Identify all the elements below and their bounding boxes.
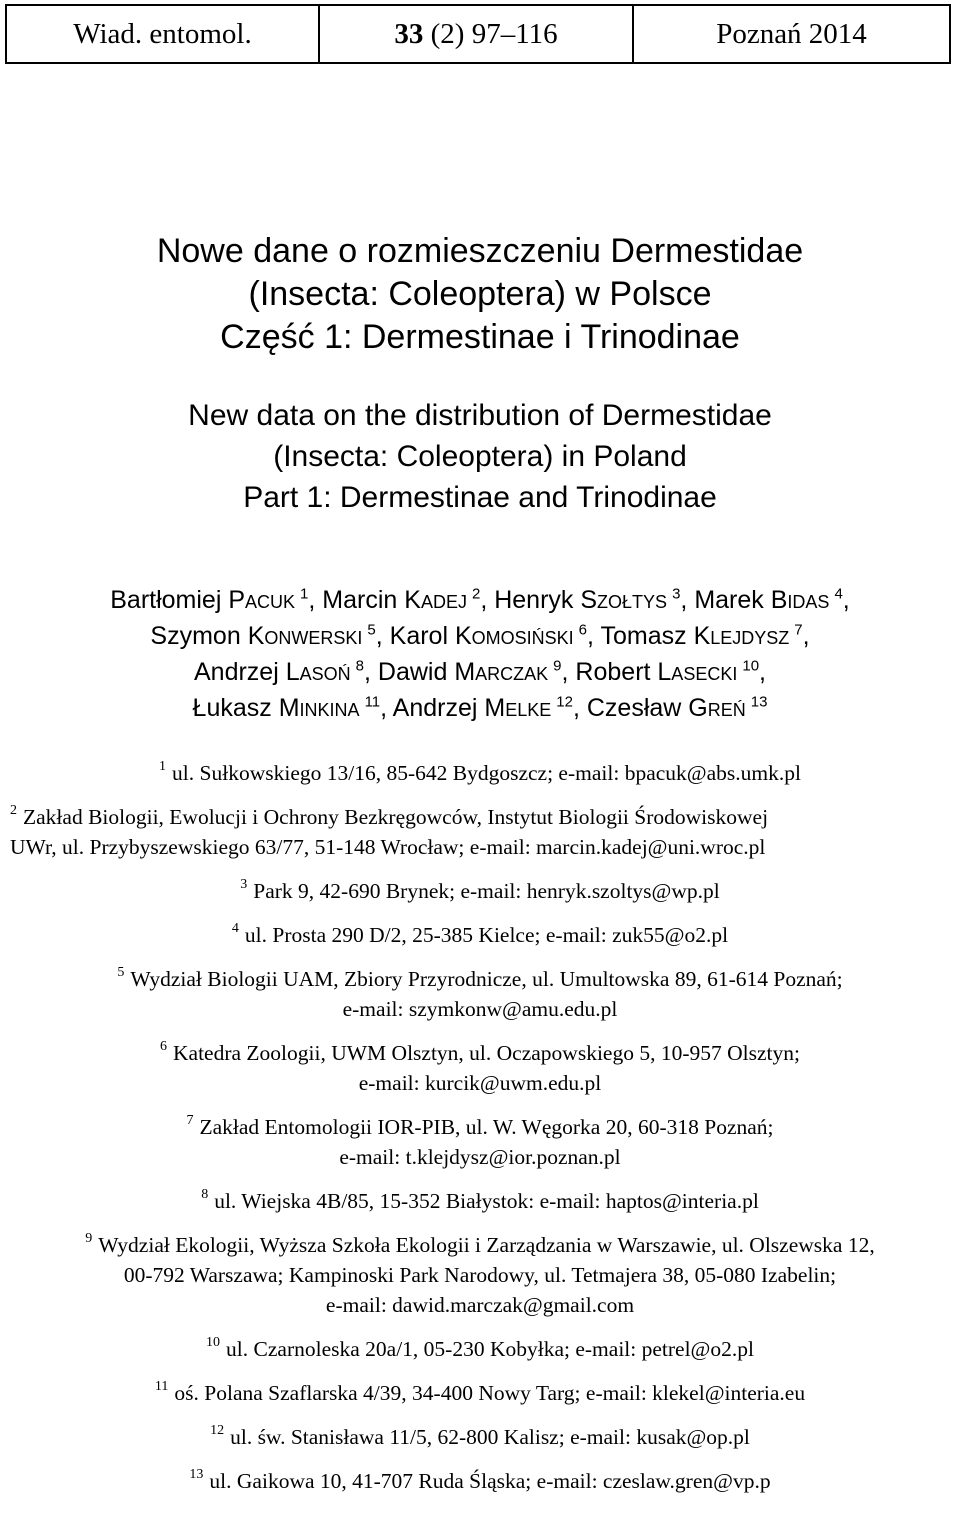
- affiliation-number: 12: [210, 1423, 225, 1438]
- title-pl-line-2: (Insecta: Coleoptera) w Polsce: [248, 275, 712, 313]
- affiliation-line: [0, 958, 960, 994]
- author-first-name: Andrzej: [193, 658, 286, 686]
- author: [390, 622, 587, 650]
- title-en-line-1: New data on the distribution of Dermestidae: [188, 399, 772, 432]
- author: [322, 586, 480, 614]
- affiliation: [0, 752, 960, 788]
- affiliation-text: Park 9, 42-690 Brynek; e-mail: henryk.szoltys@wp.pl: [253, 879, 720, 903]
- author-last-name: Kadej: [404, 586, 467, 614]
- affiliation: [0, 1372, 960, 1408]
- author-last-name: Lasoń: [285, 658, 351, 686]
- journal-name: [7, 6, 320, 62]
- title-pl-line-1: Nowe dane o rozmieszczeniu Dermestidae: [156, 232, 804, 270]
- affiliation: [0, 1224, 960, 1320]
- author-last-name: Pacuk: [228, 586, 296, 614]
- author-last-name: Lasecki: [657, 658, 738, 686]
- author-line: Szymon Konwerski $^5$, Karol Komosiński $^6$, Tomasz Klejdysz $^7$,: [150, 621, 810, 650]
- affiliation-line: [0, 1068, 960, 1098]
- author-affiliation-number: 9: [553, 657, 562, 675]
- affiliation-number: 13: [189, 1467, 204, 1482]
- author: [193, 694, 381, 722]
- author-last-name: Greń: [688, 694, 746, 722]
- affiliation-line: [0, 1260, 960, 1290]
- affiliation-number: 11: [154, 1379, 169, 1394]
- volume-number: 33: [394, 17, 424, 50]
- author-first-name: Łukasz: [192, 694, 279, 722]
- author-first-name: Marcin: [322, 586, 405, 614]
- issue-pages: (2) 97–116: [423, 17, 558, 50]
- author-affiliation-number: 12: [556, 693, 573, 711]
- author: [150, 622, 375, 650]
- affiliation-text: ul. Sułkowskiego 13/16, 85-642 Bydgoszcz; e-mail: bpacuk@abs.umk.pl: [172, 761, 801, 785]
- affiliation: [0, 796, 960, 862]
- author-affiliation-number: 11: [364, 693, 381, 711]
- affiliation-text: e-mail: t.klejdysz@ior.poznan.pl: [339, 1145, 621, 1169]
- affiliation-number: 4: [231, 921, 239, 936]
- author-affiliation-number: 5: [367, 621, 376, 639]
- affiliation-text: Wydział Ekologii, Wyższa Szkoła Ekologii i Zarządzania w Warszawie, ul. Olszewska 12,: [98, 1233, 875, 1257]
- affiliation-text: ul. św. Stanisława 11/5, 62-800 Kalisz; e-mail: kusak@op.pl: [230, 1425, 750, 1449]
- journal-name-text: Wiad. entomol.: [73, 17, 252, 50]
- affiliation-text: e-mail: kurcik@uwm.edu.pl: [358, 1071, 602, 1095]
- affiliation-number: 7: [186, 1113, 194, 1128]
- author-first-name: Henryk: [494, 586, 581, 614]
- affiliation: [0, 1416, 960, 1452]
- author-first-name: Karol: [389, 622, 455, 650]
- affiliation-text: ul. Wiejska 4B/85, 15-352 Białystok: e-mail: haptos@interia.pl: [214, 1189, 759, 1213]
- affiliation-number: 1: [159, 759, 167, 774]
- author: [600, 622, 802, 650]
- author: [194, 658, 364, 686]
- journal-header: [5, 4, 951, 64]
- affiliation: [0, 1106, 960, 1172]
- affiliation: [0, 1328, 960, 1364]
- author: [378, 658, 562, 686]
- affiliation-line: [0, 1328, 960, 1364]
- affiliation-number: 9: [85, 1231, 93, 1246]
- author-affiliation-number: 8: [355, 657, 364, 675]
- affiliation-text: Wydział Biologii UAM, Zbiory Przyrodnicze, ul. Umultowska 89, 61-614 Poznań;: [130, 967, 843, 991]
- affiliation-text: e-mail: szymkonw@amu.edu.pl: [342, 997, 618, 1021]
- author-affiliation-number: 10: [742, 657, 760, 675]
- author-last-name: Melke: [484, 694, 552, 722]
- affiliation-line: [0, 1460, 960, 1496]
- author-affiliation-number: 4: [834, 585, 843, 603]
- affiliation: [0, 1180, 960, 1216]
- title-polish: [0, 230, 960, 359]
- affiliation-text: 00-792 Warszawa; Kampinoski Park Narodowy, ul. Tetmajera 38, 05-080 Izabelin;: [123, 1263, 837, 1287]
- affiliation: [0, 958, 960, 1024]
- affiliation-line: [0, 1224, 960, 1260]
- affiliation-line: [10, 796, 960, 832]
- affiliation: [0, 914, 960, 950]
- affiliation: [0, 1032, 960, 1098]
- affiliation-line: [0, 1372, 960, 1408]
- affiliation-number: 5: [117, 965, 125, 980]
- author-affiliation-number: 13: [750, 693, 768, 711]
- affiliation-line: [10, 832, 960, 862]
- author-last-name: Marczak: [454, 658, 549, 686]
- author-line: Bartłomiej Pacuk $^1$, Marcin Kadej $^2$, Henryk Szołtys $^3$, Marek Bidas $^4$,: [110, 585, 850, 614]
- title-english: [0, 395, 960, 518]
- title-en-line-3: Part 1: Dermestinae and Trinodinae: [243, 481, 717, 514]
- author-first-name: Dawid: [377, 658, 455, 686]
- affiliation-line: [0, 870, 960, 906]
- affiliation-text: UWr, ul. Przybyszewskiego 63/77, 51-148 Wrocław; e-mail: marcin.kadej@uni.wroc.pl: [10, 835, 766, 859]
- affiliation-text: oś. Polana Szaflarska 4/39, 34-400 Nowy Targ; e-mail: klekel@interia.eu: [174, 1381, 806, 1405]
- place-year: [634, 6, 949, 62]
- author-first-name: Szymon: [150, 622, 248, 650]
- author-first-name: Bartłomiej: [110, 586, 229, 614]
- author-last-name: Konwerski: [247, 622, 363, 650]
- volume-info: [320, 6, 634, 62]
- author-first-name: Tomasz: [600, 622, 694, 650]
- author-list: [0, 582, 960, 726]
- affiliation-list: [0, 752, 960, 1504]
- affiliation-number: 8: [201, 1187, 209, 1202]
- author: [110, 586, 308, 614]
- author: [393, 694, 573, 722]
- author-line: Andrzej Lasoń $^8$, Dawid Marczak $^9$, Robert Lasecki $^{10}$,: [193, 657, 766, 686]
- affiliation-line: [0, 752, 960, 788]
- affiliation-text: ul. Prosta 290 D/2, 25-385 Kielce; e-mail: zuk55@o2.pl: [244, 923, 729, 947]
- author-last-name: Klejdysz: [693, 622, 790, 650]
- author-first-name: Czesław: [586, 694, 689, 722]
- author-line: Łukasz Minkina $^{11}$, Andrzej Melke $^{12}$, Czesław Greń $^{13}$: [192, 693, 768, 722]
- affiliation-text: ul. Gaikowa 10, 41-707 Ruda Śląska; e-mail: czeslaw.gren@vp.p: [209, 1469, 771, 1493]
- author-affiliation-number: 2: [471, 585, 481, 603]
- affiliation: [0, 1460, 960, 1496]
- title-pl-line-3: Część 1: Dermestinae i Trinodinae: [220, 318, 740, 356]
- title-en-line-2: (Insecta: Coleoptera) in Poland: [273, 440, 687, 473]
- affiliation-number: 2: [10, 803, 17, 818]
- author: [694, 586, 842, 614]
- author-affiliation-number: 7: [794, 621, 803, 639]
- affiliation-text: e-mail: dawid.marczak@gmail.com: [325, 1293, 635, 1317]
- author-affiliation-number: 6: [578, 621, 588, 639]
- affiliation-text: Zakład Biologii, Ewolucji i Ochrony Bezkręgowców, Instytut Biologii Środowiskowej: [23, 805, 769, 829]
- affiliation-line: [0, 914, 960, 950]
- author-affiliation-number: 1: [300, 585, 309, 603]
- author-first-name: Marek: [694, 586, 771, 614]
- author-affiliation-number: 3: [672, 585, 681, 603]
- affiliation-number: 3: [240, 877, 248, 892]
- affiliation-text: ul. Czarnoleska 20a/1, 05-230 Kobyłka; e-mail: petrel@o2.pl: [226, 1337, 754, 1361]
- affiliation-line: [0, 1180, 960, 1216]
- author-first-name: Robert: [575, 658, 658, 686]
- author-last-name: Komosiński: [454, 622, 574, 650]
- affiliation-text: Katedra Zoologii, UWM Olsztyn, ul. Oczapowskiego 5, 10-957 Olsztyn;: [173, 1041, 800, 1065]
- affiliation-line: [0, 1106, 960, 1142]
- author-last-name: Szołtys: [580, 586, 668, 614]
- author: [587, 694, 768, 722]
- affiliation-line: [0, 1290, 960, 1320]
- affiliation-text: Zakład Entomologii IOR-PIB, ul. W. Węgorka 20, 60-318 Poznań;: [199, 1115, 774, 1139]
- author-last-name: Bidas: [770, 586, 830, 614]
- author: [575, 658, 759, 686]
- affiliation-number: 10: [206, 1335, 221, 1350]
- affiliation-line: [0, 1142, 960, 1172]
- affiliation-line: [0, 1032, 960, 1068]
- affiliation: [0, 870, 960, 906]
- author-first-name: Andrzej: [392, 694, 485, 722]
- author-last-name: Minkina: [278, 694, 360, 722]
- affiliation-line: [0, 994, 960, 1024]
- place-year-text: Poznań 2014: [716, 17, 867, 50]
- affiliation-line: [0, 1416, 960, 1452]
- author: [494, 586, 680, 614]
- affiliation-number: 6: [160, 1039, 168, 1054]
